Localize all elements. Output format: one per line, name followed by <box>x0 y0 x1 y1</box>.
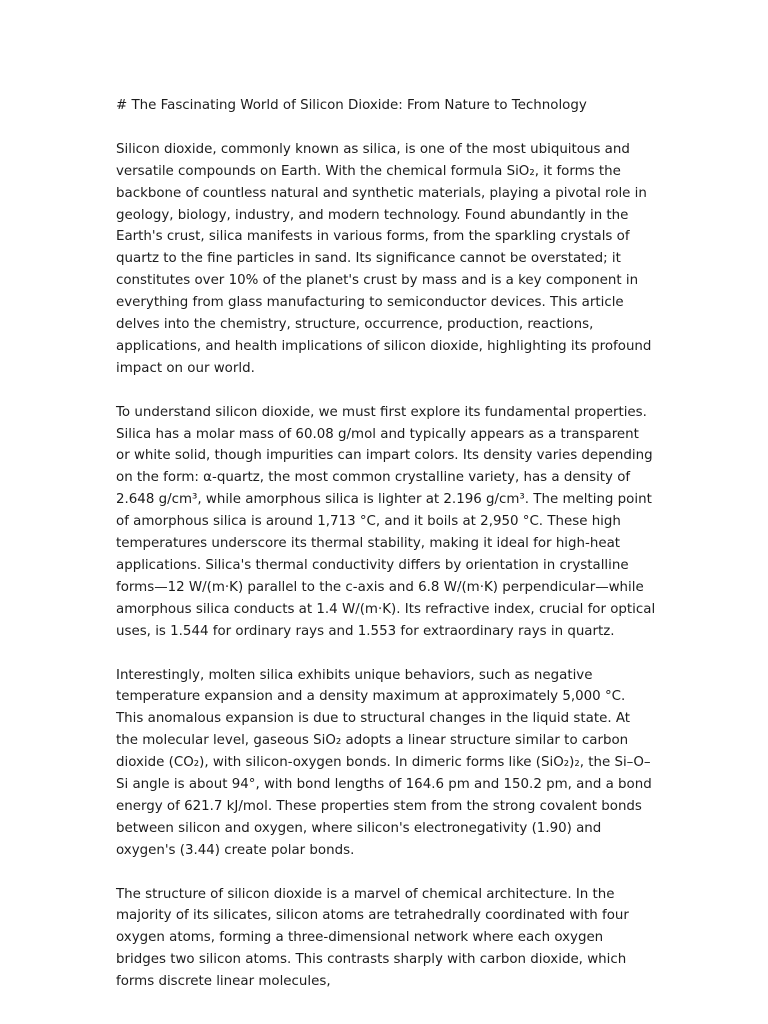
paragraph-properties: To understand silicon dioxide, we must first explore its fundamental properties. Silica has a molar mass of 60.08 g/mol and typically appears as a transparent or white solid, though impurities can impart colors. Its density varies depending on the form: α-quartz, the most common crystalline variety, has a density of 2.648 g/cm³, while amorphous silica is lighter at 2.196 g/cm³. The melting point of amorphous silica is around 1,713 °C, and it boils at 2,950 °C. These high temperatures underscore its thermal stability, making it ideal for high-heat applications. Silica's thermal conductivity differs by orientation in crystalline forms—12 W/(m·K) parallel to the c-axis and 6.8 W/(m·K) perpendicular—while amorphous silica conducts at 1.4 W/(m·K). Its refractive index, crucial for optical uses, is 1.544 for ordinary rays and 1.553 for extraordinary rays in quartz. <box>116 404 656 639</box>
paragraph-structure: The structure of silicon dioxide is a marvel of chemical architecture. In the majority of its silicates, silicon atoms are tetrahedrally coordinated with four oxygen atoms, forming a three-dimensional network where each oxygen bridges two silicon atoms. This contrasts sharply with carbon dioxide, which forms discrete linear molecules, <box>116 886 629 990</box>
paragraph-molten-silica: Interestingly, molten silica exhibits unique behaviors, such as negative temperature expansion and a density maximum at approximately 5,000 °C. This anomalous expansion is due to structural changes in the liquid state. At the molecular level, gaseous SiO₂ adopts a linear structure similar to carbon dioxide (CO₂), with silicon-oxygen bonds. In dimeric forms like (SiO₂)₂, the Si–O–Si angle is about 94°, with bond lengths of 164.6 pm and 150.2 pm, and a bond energy of 621.7 kJ/mol. These properties stem from the strong covalent bonds between silicon and oxygen, where silicon's electronegativity (1.90) and oxygen's (3.44) create polar bonds. <box>116 667 652 858</box>
document-page <box>116 95 656 1015</box>
document-heading: # The Fascinating World of Silicon Dioxide: From Nature to Technology <box>116 98 587 113</box>
paragraph-introduction: Silicon dioxide, commonly known as silica, is one of the most ubiquitous and versatile compounds on Earth. With the chemical formula SiO₂, it forms the backbone of countless natural and synthetic materials, playing a pivotal role in geology, biology, industry, and modern technology. Found abundantly in the Earth's crust, silica manifests in various forms, from the sparkling crystals of quartz to the fine particles in sand. Its significance cannot be overstated; it constitutes over 10% of the planet's crust by mass and is a key component in everything from glass manufacturing to semiconductor devices. This article delves into the chemistry, structure, occurrence, production, reactions, applications, and health implications of silicon dioxide, highlighting its profound impact on our world. <box>116 141 652 376</box>
